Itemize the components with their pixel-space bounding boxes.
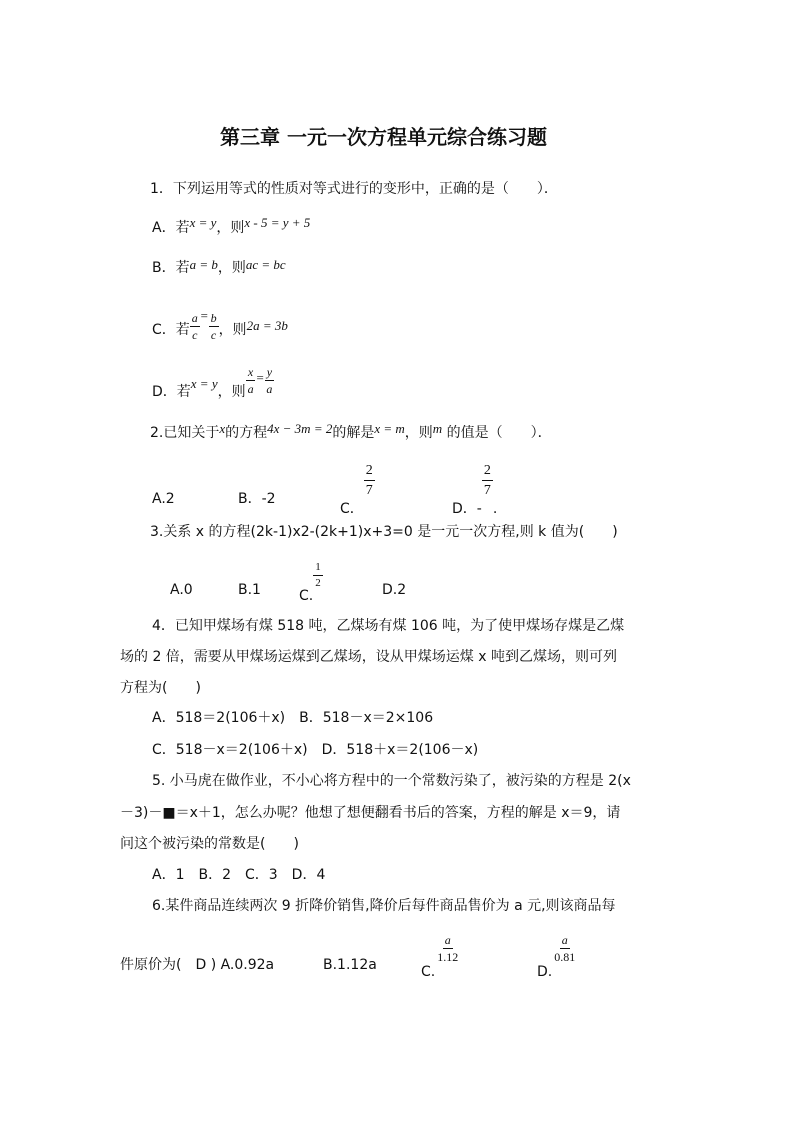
q4-options-cd: C．518－x＝2(106＋x) D．518＋x＝2(106－x) (152, 742, 479, 758)
q1-option-b-result: ac = bc (245, 257, 286, 272)
q3-option-d: D.2 (382, 582, 407, 598)
q2-text-1: 2.已知关于 (150, 425, 220, 441)
q1-option-b (152, 259, 286, 277)
q3-option-c-fraction: $\frac{1}{2}$ (315, 561, 321, 589)
q3-option-a: A.0 (170, 582, 193, 598)
q2-variable-x: x (219, 421, 226, 436)
q6-option-c-fraction: $\frac{a}{1.12}$ (437, 933, 459, 964)
q1-option-d-fraction-2: $\frac{y}{a}$ (266, 364, 273, 396)
q2-option-a: A.2 (152, 491, 175, 507)
q1-option-c-then: ，则 (218, 322, 247, 338)
q1-option-a-label: A．若 (152, 220, 190, 236)
q1-option-d-equals: = (255, 370, 265, 385)
q2-option-c-fraction: $\frac{2}{7}$ (365, 463, 373, 498)
q6-option-d-label: D. (537, 963, 553, 980)
q3-option-b: B.1 (238, 582, 261, 598)
q1-option-c-fraction-1: $\frac{a}{c}$ (191, 311, 198, 342)
q2-equation: 4x − 3m = 2 (267, 421, 333, 436)
q1-option-c-result: 2a = 3b (246, 318, 288, 333)
q1-option-c-equals: = (199, 308, 209, 323)
q2-option-d-period: . (492, 500, 498, 517)
q2-text-2: 的方程 (225, 425, 268, 441)
q1-option-a (152, 215, 311, 237)
question-5-line-2: －3)－■＝x＋1，怎么办呢？他想了想便翻看书后的答案，方程的解是 x＝9，请 (120, 805, 621, 821)
q2-option-d-fraction: $\frac{2}{7}$ (483, 463, 491, 498)
q1-option-d-label: D．若 (152, 384, 191, 400)
q2-option-c (340, 462, 375, 517)
q1-option-a-condition: x = y (189, 215, 217, 230)
q6-option-b: B.1.12a (323, 957, 377, 973)
question-4-line-1: 4．已知甲煤场有煤 518 吨，乙煤场有煤 106 吨，为了使甲煤场存煤是乙煤 (152, 618, 625, 634)
q1-option-c (152, 298, 288, 348)
q1-option-b-condition: a = b (189, 257, 218, 272)
q3-option-c (299, 561, 323, 604)
q1-option-a-then: ，则 (216, 220, 245, 236)
q1-option-c-label: C．若 (152, 322, 190, 338)
q1-option-d-fraction-1: $\frac{x}{a}$ (247, 364, 254, 396)
question-3-stem: 3.关系 x 的方程(2k-1)x2-(2k+1)x+3=0 是一元一次方程,则 k 值为( ) (150, 524, 618, 540)
q6-option-d (537, 933, 577, 980)
q1-option-d-then: ，则 (217, 384, 246, 400)
question-5-line-1: 5. 小马虎在做作业，不小心将方程中的一个常数污染了，被污染的方程是 2(x (152, 773, 631, 789)
q2-option-d-label: D．- (452, 500, 482, 517)
q1-option-d (152, 360, 274, 410)
question-4-line-3: 方程为( ) (120, 680, 201, 696)
q1-option-d-condition: x = y (190, 376, 218, 391)
q2-solution: x = m (374, 421, 405, 436)
question-2-stem (150, 421, 552, 442)
question-6-line-2: 件原价为( D ) A.0.92a (120, 957, 275, 973)
question-1-stem: 1．下列运用等式的性质对等式进行的变形中，正确的是（ ）． (150, 181, 558, 197)
q6-option-c (421, 933, 460, 980)
q2-option-b: B．-2 (238, 491, 276, 507)
q2-text-4: ，则 (404, 425, 433, 441)
question-5-line-3: 问这个被污染的常数是( ) (120, 836, 299, 852)
question-4-line-2: 场的 2 倍，需要从甲煤场运煤到乙煤场，设从甲煤场运煤 x 吨到乙煤场，则可列 (120, 649, 617, 665)
q2-text-3: 的解是 (332, 425, 375, 441)
q2-variable-m: m (432, 421, 443, 436)
q2-option-d (452, 462, 498, 517)
question-6-line-1: 6.某件商品连续两次 9 折降价销售,降价后每件商品售价为 a 元,则该商品每 (152, 898, 616, 914)
page-title: 第三章 一元一次方程单元综合练习题 (220, 125, 547, 149)
q1-option-b-label: B．若 (152, 260, 190, 276)
q1-option-b-then: ，则 (217, 260, 246, 276)
q6-option-d-fraction: $\frac{a}{0.81}$ (554, 933, 576, 964)
q4-options-ab: A．518＝2(106＋x) B．518－x＝2×106 (152, 710, 434, 726)
q1-option-c-fraction-2: $\frac{b}{c}$ (210, 311, 217, 342)
q3-option-c-label: C. (299, 587, 314, 604)
q2-text-5: 的值是（ ）． (442, 425, 552, 441)
q2-option-c-label: C． (340, 500, 364, 517)
q6-option-c-label: C. (421, 963, 436, 980)
q5-options: A．1 B．2 C．3 D．4 (152, 867, 326, 883)
q1-option-a-result: x - 5 = y + 5 (244, 215, 311, 230)
